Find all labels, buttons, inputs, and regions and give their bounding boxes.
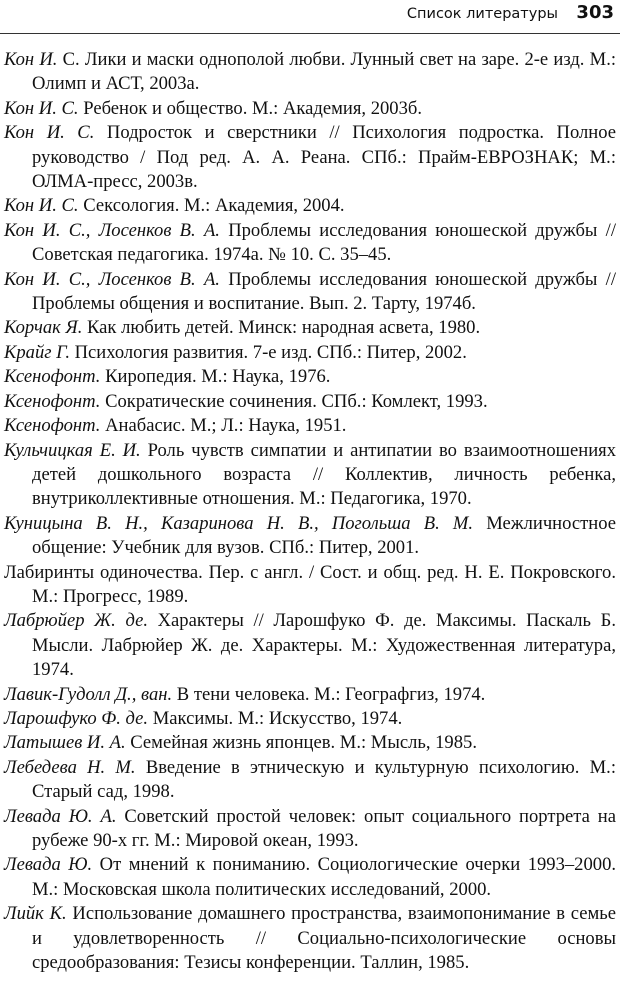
- entry-text: Подросток и сверстники // Психология подростка. Полное руководство / Под ред. А. А. Реана. СПб.: Прайм-ЕВРОЗНАК; М.: ОЛМА-пресс, 2003в.: [32, 122, 616, 193]
- bibliography-entry: [4, 268, 616, 317]
- bibliography-entry: [4, 683, 616, 707]
- bibliography-entry: [4, 365, 616, 389]
- bibliography-entry: [4, 97, 616, 121]
- header-rule: [0, 33, 620, 34]
- entry-text: Введение в этническую и культурную психологию. М.: Старый сад, 1998.: [32, 756, 616, 803]
- entry-author: Ксенофонт.: [4, 366, 101, 388]
- bibliography-entry: [4, 341, 616, 365]
- entry-text: Психология развития. 7-е изд. СПб.: Питер, 2002.: [69, 341, 467, 363]
- entry-author: Кон И. С.: [4, 195, 79, 217]
- entry-text: Анабасис. М.; Л.: Наука, 1951.: [100, 415, 347, 437]
- entry-text: Использование домашнего пространства, взаимопонимание в семье и удовлетворенность // Социально-психологические основы средообразования: Тезисы конференции. Таллин, 1985.: [32, 903, 616, 974]
- entry-text: Сократические сочинения. СПб.: Комлект, 1993.: [100, 390, 488, 412]
- bibliography-entry: [4, 609, 616, 682]
- bibliography-entry: [4, 707, 616, 731]
- entry-text: Межличностное общение: Учебник для вузов. СПб.: Питер, 2001.: [32, 512, 616, 559]
- bibliography-entry: [4, 414, 616, 438]
- entry-text: Проблемы исследования юношеской дружбы // Проблемы общения и воспитание. Вып. 2. Тарту, 1974б.: [32, 268, 616, 315]
- entry-text: От мнений к пониманию. Социологические очерки 1993–2000. М.: Московская школа политических исследований, 2000.: [32, 854, 617, 900]
- entry-author: Кон И. С.: [4, 122, 95, 144]
- entry-text: Роль чувств симпатии и антипатии во взаимоотношениях детей дошкольного возраста // Коллектив, личность ребенка, внутриколлективные отношения. М.: Педагогика, 1970.: [32, 439, 616, 510]
- entry-author: Лийк К.: [4, 903, 67, 925]
- entry-text: Характеры // Ларошфуко Ф. де. Максимы. Паскаль Б. Мысли. Лабрюйер Ж. де. Характеры. М.: Художественная литература, 1974.: [32, 610, 616, 681]
- entry-author: Кон И. С., Лосенков В. А.: [4, 219, 220, 241]
- entry-text: С. Лики и маски однополой любви. Лунный свет на заре. 2-е изд. М.: Олимп и АСТ, 2003а.: [32, 49, 617, 95]
- bibliography-entry: [4, 561, 616, 610]
- entry-text: Проблемы исследования юношеской дружбы // Советская педагогика. 1974а. № 10. С. 35–45.: [32, 219, 616, 266]
- bibliography-entry: [4, 219, 616, 268]
- entry-author: Кон И. С., Лосенков В. А.: [4, 268, 220, 290]
- bibliography-entry: [4, 316, 616, 340]
- bibliography-entry: [4, 439, 616, 512]
- entry-text: В тени человека. М.: Географгиз, 1974.: [172, 683, 486, 705]
- entry-author: Ларошфуко Ф. де.: [4, 707, 149, 729]
- entry-text: Ребенок и общество. М.: Академия, 2003б.: [78, 97, 423, 119]
- entry-author: Кульчицкая Е. И.: [4, 439, 141, 461]
- bibliography-entry: [4, 512, 616, 561]
- entry-text: Максимы. М.: Искусство, 1974.: [148, 707, 403, 729]
- entry-author: Ксенофонт.: [4, 415, 101, 437]
- entry-text: Лабиринты одиночества. Пер. с англ. / Сост. и общ. ред. Н. Е. Покровского. М.: Прогресс, 1989.: [4, 561, 616, 607]
- entry-author: Корчак Я.: [4, 317, 83, 339]
- entry-text: Киропедия. М.: Наука, 1976.: [100, 366, 331, 388]
- bibliography-list: [4, 48, 616, 975]
- bibliography-entry: [4, 756, 616, 805]
- entry-author: Левада Ю.: [4, 854, 93, 876]
- running-head: [0, 0, 620, 36]
- entry-author: Лабрюйер Ж. де.: [4, 610, 148, 632]
- entry-author: Куницына В. Н., Казаринова Н. В., Погольша В. М.: [4, 512, 474, 534]
- entry-text: Семейная жизнь японцев. М.: Мысль, 1985.: [125, 732, 477, 754]
- entry-author: Лавик-Гудолл Д., ван.: [4, 683, 173, 705]
- bibliography-entry: [4, 853, 616, 902]
- bibliography-entry: [4, 121, 616, 194]
- entry-author: Ксенофонт.: [4, 390, 101, 412]
- entry-author: Кон И. С.: [4, 97, 79, 119]
- bibliography-entry: [4, 48, 616, 97]
- bibliography-entry: [4, 390, 616, 414]
- entry-author: Левада Ю. А.: [4, 805, 117, 827]
- entry-author: Латышев И. А.: [4, 732, 126, 754]
- bibliography-entry: [4, 902, 616, 975]
- entry-author: Крайг Г.: [4, 341, 70, 363]
- bibliography-entry: [4, 805, 616, 854]
- bibliography-entry: [4, 194, 616, 218]
- entry-text: Советский простой человек: опыт социального портрета на рубеже 90-х гг. М.: Мировой океан, 1993.: [32, 805, 616, 851]
- entry-text: Как любить детей. Минск: народная асвета, 1980.: [82, 317, 481, 339]
- bibliography-entry: [4, 731, 616, 755]
- entry-author: Кон И.: [4, 49, 58, 70]
- page-number: 303: [576, 2, 614, 23]
- running-head-title: Список литературы: [406, 6, 558, 22]
- entry-author: Лебедева Н. М.: [4, 756, 136, 778]
- entry-text: Сексология. М.: Академия, 2004.: [78, 195, 345, 217]
